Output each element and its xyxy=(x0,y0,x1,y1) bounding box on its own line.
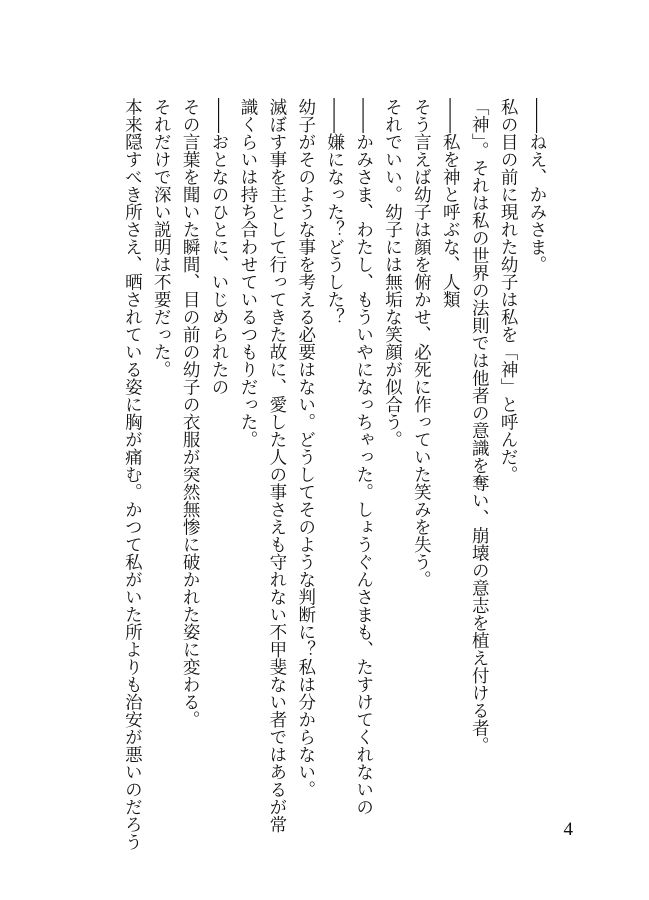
text-line: ――嫌になった？どうした？ xyxy=(324,98,345,326)
text-line: その言葉を聞いた瞬間、目の前の幼子の衣服が突然無惨に破かれた姿に変わる。 xyxy=(180,98,201,728)
vertical-text-block xyxy=(117,98,551,851)
text-line: 滅ぼす事を主として行ってきた故に、愛した人の事さえも守れない不甲斐ない者ではあるが常 xyxy=(266,98,287,833)
text-line: 幼子がそのような事を考える必要はない。どうしてそのような判断に？私は分からない。 xyxy=(295,98,316,798)
text-line: 識くらいは持ち合わせているつもりだった。 xyxy=(237,98,258,448)
page-number: 4 xyxy=(563,819,573,840)
text-line: ――私を神と呼ぶな、人類 xyxy=(440,98,461,308)
text-line: 私の目の前に現れた幼子は私を「神」と呼んだ。 xyxy=(498,98,519,483)
text-line: ――ねえ、かみさま。 xyxy=(527,98,547,273)
text-line: ――おとなのひとに、いじめられたの xyxy=(209,98,230,396)
text-line: それだけで深い説明は不要だった。 xyxy=(151,98,172,378)
text-line: 「神」。それは私の世界の法則では他者の意識を奪い、崩壊の意志を植え付ける者。 xyxy=(469,98,490,755)
text-line: そう言えば幼子は顔を俯かせ、必死に作っていた笑みを失う。 xyxy=(411,98,432,588)
text-line: 本来隠すべき所さえ、晒されている姿に胸が痛む。かつて私がいた所よりも治安が悪いのだろう xyxy=(122,98,143,851)
text-line: ――かみさま、わたし、もういやになっちゃった。しょうぐんさまも、たすけてくれないの xyxy=(353,98,374,816)
text-line: それでいい。幼子には無垢な笑顔が似合う。 xyxy=(382,98,403,448)
